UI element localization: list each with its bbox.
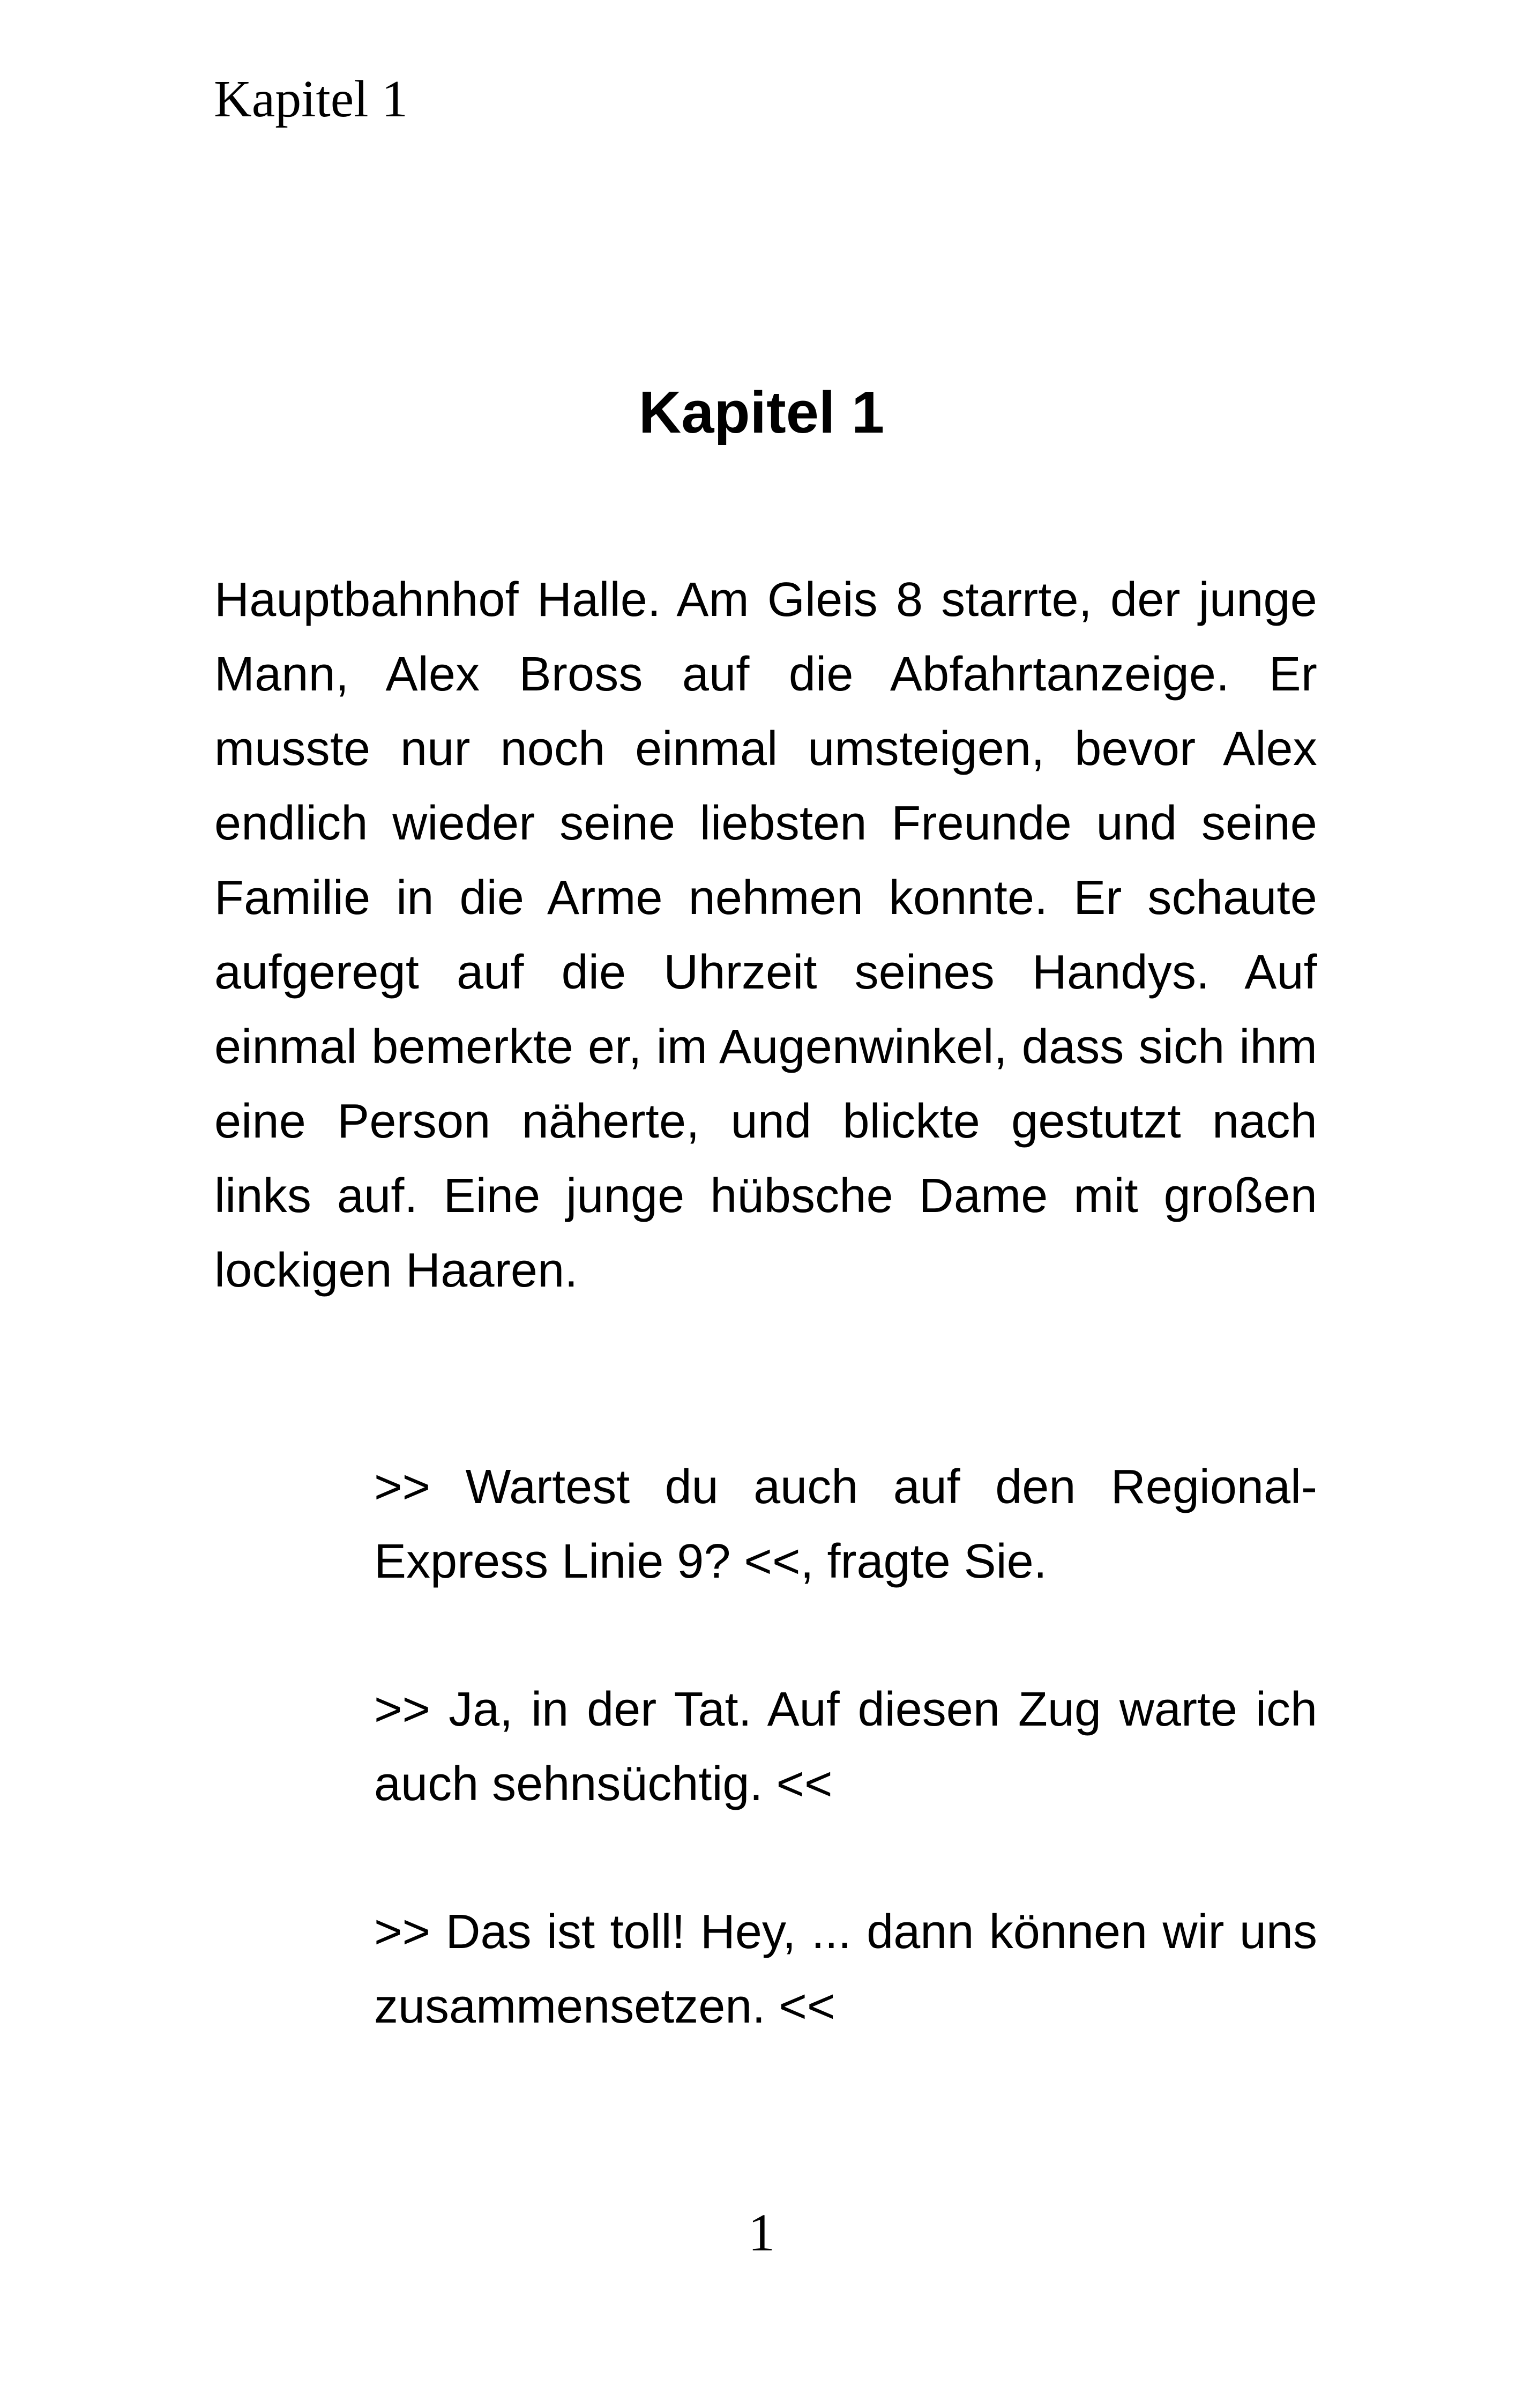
body-paragraph: Hauptbahnhof Halle. Am Gleis 8 starrte, der junge Mann, Alex Bross auf die Abfahrtanzeige. Er musste nur noch einmal umsteigen, bevor Alex endlich wieder seine liebsten Freunde und seine Familie in die Arme nehmen konnte. Er schaute aufgeregt auf die Uhrzeit seines Handys. Auf einmal bemerkte er, im Augenwinkel, dass sich ihm eine Person näherte, und blickte gestutzt nach links auf. Eine junge hübsche Dame mit großen lockigen Haaren. (214, 573, 1317, 1297)
chapter-title: Kapitel 1 (638, 380, 885, 445)
dialogue-line: >> Das ist toll! Hey, ... dann können wir uns zusammensetzen. << (374, 1905, 1317, 2033)
running-header: Kapitel 1 (214, 70, 408, 128)
dialogue-line: >> Wartest du auch auf den Regional-Express Linie 9? <<, fragte Sie. (374, 1460, 1317, 1588)
page-number: 1 (748, 2203, 775, 2262)
dialogue-line: >> Ja, in der Tat. Auf diesen Zug warte ich auch sehnsüchtig. << (374, 1683, 1317, 1811)
